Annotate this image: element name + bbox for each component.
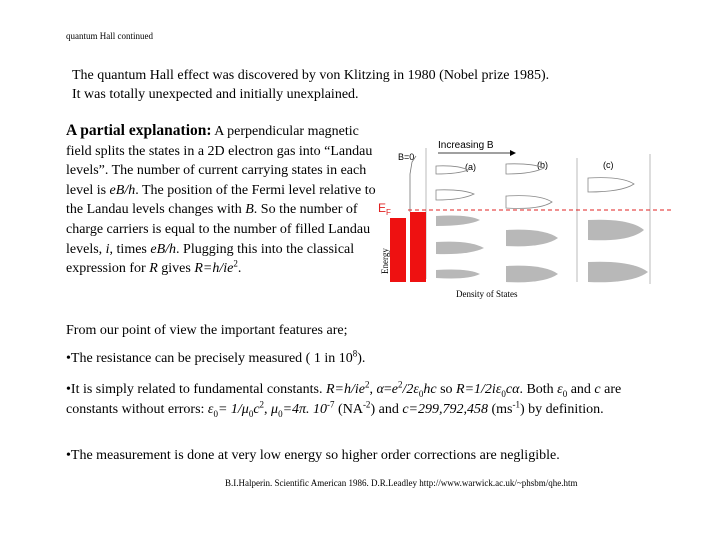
partial-text-4: , times <box>109 241 151 257</box>
partial-explanation <box>66 121 378 279</box>
partial-text-2: . The position of the Fermi level relative to the Landau levels changes with <box>66 182 376 218</box>
partial-B: B <box>245 202 254 218</box>
landau-levels-a <box>436 166 484 279</box>
bullet-constants: •It is simply related to fundamental constants. $R=h/ie^2$, $\alpha=e^2/2\varepsilon_0hc$ so $R=1/2i\varepsilon_0c\alpha$. Both $\varepsilon_0$ and c are constants without errors: $\varepsilon_0= 1/\mu_0c^2$, $\mu_0=4\pi$. $10^{-7}$ $(NA^{-2})$ and c=299,792,458 $(ms^{-1})$ by definition. <box>66 379 622 419</box>
partial-formula: R=h/ie <box>194 261 234 277</box>
energy-bar <box>390 218 406 282</box>
partial-text-5: . Plugging this into the classical expression for <box>66 241 355 277</box>
b0-dos-curve <box>410 156 416 212</box>
x-axis-label: Density of States <box>456 289 518 299</box>
partial-i: i <box>105 241 110 257</box>
fermi-label: $E_F$ <box>378 201 391 217</box>
partial-eBh-1: eB/h <box>109 182 136 198</box>
partial-heading: A partial explanation: <box>66 122 212 139</box>
partial-text-3: . So the number of charge carriers is equal to the number of filled Landau levels, <box>66 202 371 257</box>
reference-line: B.I.Halperin. Scientific American 1986. D.R.Leadley http://www.warwick.ac.uk/~phsbm/qhe.htm <box>225 478 578 488</box>
intro-line-1: The quantum Hall effect was discovered by von Klitzing in 1980 (Nobel prize 1985). <box>72 68 550 83</box>
energy-axis-label: Energy <box>380 248 390 274</box>
partial-formula-exp: 2 <box>233 258 238 269</box>
panel-c-label: (c) <box>603 160 614 170</box>
panel-a-label: (a) <box>465 162 476 172</box>
slide-header: quantum Hall continued <box>66 31 153 41</box>
intro-line-2: It was totally unexpected and initially unexplained. <box>72 87 359 102</box>
b0-filled-states <box>410 212 426 282</box>
panel-b-label: (b) <box>537 160 548 170</box>
landau-levels-b <box>506 164 558 282</box>
partial-formula-end: . <box>237 261 242 277</box>
partial-text-1: A perpendicular magnetic field splits the states in a 2D electron gas into “Landau levels”. The number of current carrying states in each level is <box>66 124 373 198</box>
bullet-resistance: •The resistance can be precisely measured ( 1 in $10^8$). <box>66 348 366 366</box>
b0-label: B=0 <box>398 152 415 162</box>
partial-text-6: gives <box>157 261 195 277</box>
arrow-head <box>510 150 516 156</box>
landau-levels-c <box>588 178 648 283</box>
partial-R: R <box>149 261 158 277</box>
partial-eBh-2: eB/h <box>150 241 177 257</box>
figure-title: Increasing B <box>438 140 494 151</box>
landau-level-figure <box>372 134 677 304</box>
bullet-low-energy: •The measurement is done at very low energy so higher order corrections are negligible. <box>66 448 560 463</box>
intro-paragraph <box>72 66 672 104</box>
point-of-view-line: From our point of view the important features are; <box>66 323 348 338</box>
